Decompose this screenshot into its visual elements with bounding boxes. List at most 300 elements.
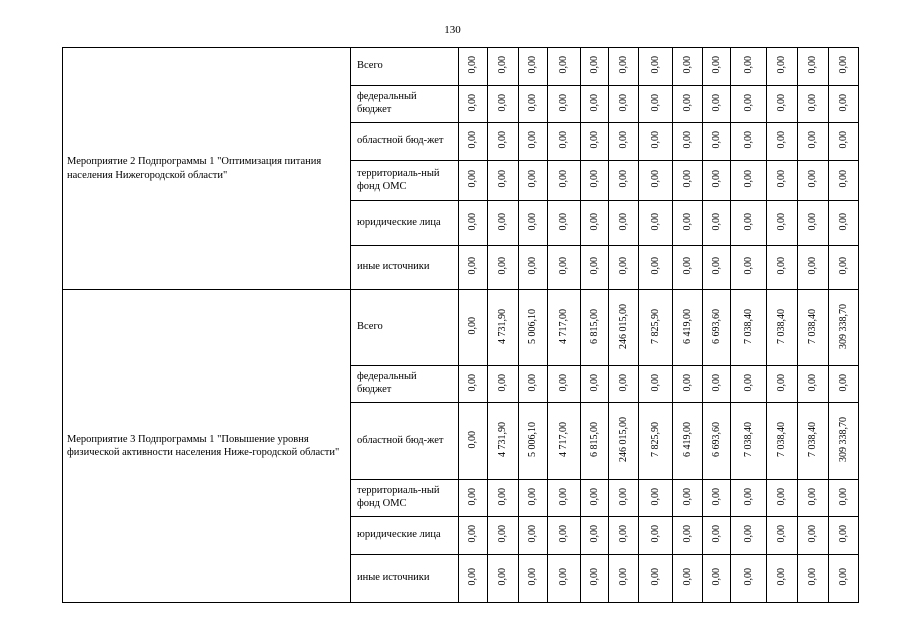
value-cell [703,48,731,86]
value-cell [581,480,609,517]
value-text: 309 338,70 [837,417,849,462]
value-text: 0,00 [710,568,722,586]
value-text: 0,00 [742,257,754,275]
value-cell [459,555,488,603]
page-number: 130 [444,24,461,36]
measure-title: Мероприятие 2 Подпрограммы 1 "Оптимизация питания населения Нижегородской области" [63,48,351,290]
value-cell [581,290,609,366]
value-text: 0,00 [527,93,538,112]
value-text: 0,00 [837,373,849,392]
value-text: 0,00 [776,56,787,74]
value-cell [581,366,609,403]
value-text: 0,00 [710,170,722,188]
value-cell [581,161,609,201]
value-cell [767,403,798,480]
value-cell [703,86,731,123]
value-text: 0,00 [649,93,661,112]
value-text: 0,00 [527,170,538,188]
value-text: 0,00 [497,525,508,543]
value-text: 0,00 [649,487,661,506]
value-text: 0,00 [527,131,538,149]
value-cell [673,123,703,161]
value-cell [731,246,767,290]
value-cell [703,517,731,555]
value-text: 7 038,40 [776,422,787,457]
value-text: 0,00 [776,568,787,586]
table-body [63,48,859,603]
value-text: 0,00 [467,170,478,188]
value-cell [673,201,703,246]
value-text: 0,00 [681,257,693,275]
value-cell [488,555,519,603]
value-cell [609,48,639,86]
value-text: 7 825,90 [649,422,661,457]
value-cell [731,48,767,86]
value-cell [767,246,798,290]
value-text: 0,00 [681,212,693,231]
value-text: 4 731,90 [497,422,508,457]
value-text: 246 015,00 [617,417,629,462]
value-text: 0,00 [558,56,569,74]
value-cell [731,403,767,480]
value-cell [519,403,548,480]
value-cell [609,517,639,555]
value-text: 7 038,40 [807,422,818,457]
value-text: 0,00 [710,212,722,231]
value-text: 0,00 [617,257,629,275]
value-cell [459,517,488,555]
value-text: 0,00 [742,170,754,188]
value-cell [673,290,703,366]
value-text: 0,00 [617,93,629,112]
value-text: 0,00 [588,373,600,392]
value-text: 0,00 [497,131,508,149]
value-cell [703,480,731,517]
value-text: 0,00 [837,131,849,149]
value-cell [609,366,639,403]
value-cell [581,48,609,86]
value-cell [673,366,703,403]
value-cell [639,48,673,86]
funding-source: юридические лица [351,517,459,555]
value-text: 7 038,40 [742,308,754,344]
value-cell [581,201,609,246]
value-cell [829,290,859,366]
value-cell [548,480,581,517]
value-text: 0,00 [558,487,569,506]
value-text: 0,00 [467,131,478,149]
value-cell [459,290,488,366]
value-cell [731,366,767,403]
value-text: 0,00 [681,56,693,74]
value-text: 0,00 [837,568,849,586]
funding-source: территориаль-ный фонд ОМС [351,480,459,517]
value-text: 0,00 [710,93,722,112]
value-text: 0,00 [497,93,508,112]
value-cell [459,246,488,290]
value-text: 0,00 [497,56,508,74]
value-text: 0,00 [497,373,508,392]
value-cell [829,480,859,517]
value-cell [581,246,609,290]
value-text: 0,00 [681,93,693,112]
value-cell [673,480,703,517]
value-text: 4 717,00 [558,422,569,457]
value-cell [459,480,488,517]
value-text: 0,00 [467,212,478,231]
funding-source: Всего [351,290,459,366]
value-text: 0,00 [527,56,538,74]
funding-source: областной бюд-жет [351,403,459,480]
value-cell [488,201,519,246]
value-cell [548,403,581,480]
value-text: 0,00 [617,568,629,586]
value-text: 0,00 [467,373,478,392]
value-text: 0,00 [681,170,693,188]
value-text: 246 015,00 [617,303,629,349]
value-cell [548,246,581,290]
value-cell [673,48,703,86]
value-cell [548,86,581,123]
value-text: 0,00 [497,212,508,231]
value-cell [731,480,767,517]
value-text: 0,00 [617,525,629,543]
value-text: 0,00 [776,373,787,392]
value-text: 0,00 [467,487,478,506]
value-text: 0,00 [681,568,693,586]
value-text: 309 338,70 [837,303,849,349]
value-text: 4 717,00 [558,308,569,344]
value-cell [548,555,581,603]
value-text: 0,00 [742,212,754,231]
value-text: 0,00 [588,525,600,543]
value-cell [639,201,673,246]
value-text: 0,00 [588,93,600,112]
value-cell [703,366,731,403]
value-cell [829,403,859,480]
value-text: 0,00 [649,373,661,392]
funding-source: областной бюд-жет [351,123,459,161]
funding-source: иные источники [351,246,459,290]
value-cell [798,48,829,86]
value-text: 0,00 [742,525,754,543]
value-cell [829,517,859,555]
value-text: 0,00 [807,525,818,543]
value-cell [581,517,609,555]
value-cell [488,366,519,403]
value-cell [767,86,798,123]
value-cell [829,123,859,161]
value-cell [639,480,673,517]
funding-source: юридические лица [351,201,459,246]
value-text: 0,00 [681,487,693,506]
value-text: 0,00 [776,131,787,149]
value-text: 0,00 [776,93,787,112]
value-cell [703,555,731,603]
value-text: 0,00 [742,131,754,149]
value-text: 0,00 [527,568,538,586]
value-cell [609,123,639,161]
value-cell [798,403,829,480]
value-text: 0,00 [467,56,478,74]
value-cell [488,123,519,161]
value-cell [548,161,581,201]
value-cell [548,290,581,366]
value-text: 0,00 [558,212,569,231]
value-cell [519,555,548,603]
value-cell [609,555,639,603]
value-cell [488,290,519,366]
value-text: 0,00 [527,257,538,275]
value-text: 0,00 [776,487,787,506]
value-text: 0,00 [776,212,787,231]
value-text: 6 693,60 [710,308,722,344]
value-text: 0,00 [467,430,478,449]
value-cell [673,403,703,480]
value-text: 0,00 [807,568,818,586]
value-text: 6 419,00 [681,308,693,344]
value-cell [519,480,548,517]
value-cell [639,123,673,161]
value-text: 0,00 [617,56,629,74]
value-text: 7 038,40 [776,308,787,344]
value-text: 0,00 [742,568,754,586]
value-cell [609,403,639,480]
value-cell [829,201,859,246]
value-text: 0,00 [837,56,849,74]
value-text: 0,00 [776,257,787,275]
value-text: 0,00 [617,373,629,392]
value-text: 0,00 [588,257,600,275]
value-text: 0,00 [497,568,508,586]
value-cell [767,555,798,603]
value-cell [459,123,488,161]
value-cell [767,480,798,517]
value-text: 0,00 [742,93,754,112]
value-cell [639,246,673,290]
value-text: 0,00 [558,257,569,275]
value-text: 0,00 [807,373,818,392]
value-cell [703,403,731,480]
value-text: 0,00 [497,257,508,275]
value-text: 0,00 [588,212,600,231]
value-text: 0,00 [742,56,754,74]
value-text: 0,00 [467,317,478,335]
value-cell [673,555,703,603]
value-cell [459,366,488,403]
value-text: 0,00 [588,487,600,506]
value-cell [581,123,609,161]
value-cell [609,161,639,201]
budget-table [62,47,859,603]
funding-source: иные источники [351,555,459,603]
value-text: 0,00 [649,212,661,231]
value-cell [829,48,859,86]
table-row [63,290,859,366]
value-cell [581,403,609,480]
value-cell [488,480,519,517]
value-text: 0,00 [807,131,818,149]
value-text: 0,00 [558,93,569,112]
value-cell [519,86,548,123]
value-text: 0,00 [649,131,661,149]
value-cell [731,201,767,246]
value-cell [798,161,829,201]
value-cell [639,86,673,123]
value-cell [798,517,829,555]
value-cell [459,86,488,123]
value-cell [459,201,488,246]
value-cell [548,123,581,161]
value-text: 0,00 [497,487,508,506]
value-cell [829,161,859,201]
value-cell [829,555,859,603]
value-text: 0,00 [807,170,818,188]
value-cell [488,246,519,290]
value-text: 0,00 [558,131,569,149]
value-text: 7 038,40 [742,422,754,457]
value-cell [639,161,673,201]
value-cell [798,86,829,123]
value-text: 0,00 [710,56,722,74]
value-cell [798,246,829,290]
value-cell [548,201,581,246]
value-cell [639,403,673,480]
value-text: 0,00 [837,525,849,543]
value-cell [519,290,548,366]
value-cell [703,161,731,201]
value-cell [798,480,829,517]
value-text: 0,00 [588,170,600,188]
value-cell [767,290,798,366]
value-text: 0,00 [710,525,722,543]
value-text: 0,00 [558,525,569,543]
value-cell [459,403,488,480]
value-text: 6 815,00 [588,308,600,344]
value-cell [519,48,548,86]
value-text: 0,00 [527,525,538,543]
value-cell [459,161,488,201]
value-cell [829,246,859,290]
value-text: 4 731,90 [497,308,508,344]
value-text: 0,00 [837,487,849,506]
value-cell [673,246,703,290]
value-cell [548,366,581,403]
value-cell [519,517,548,555]
value-text: 0,00 [467,257,478,275]
value-text: 0,00 [681,525,693,543]
value-cell [673,161,703,201]
value-cell [581,555,609,603]
value-cell [798,123,829,161]
value-text: 0,00 [588,568,600,586]
value-text: 0,00 [527,487,538,506]
value-cell [609,86,639,123]
value-cell [488,161,519,201]
value-text: 0,00 [558,568,569,586]
value-cell [459,48,488,86]
value-cell [798,290,829,366]
funding-source: Всего [351,48,459,86]
value-text: 0,00 [527,373,538,392]
value-text: 0,00 [807,487,818,506]
value-cell [798,366,829,403]
value-text: 0,00 [807,56,818,74]
value-cell [767,161,798,201]
value-text: 0,00 [837,257,849,275]
value-text: 0,00 [649,170,661,188]
value-text: 6 419,00 [681,422,693,457]
value-cell [731,161,767,201]
value-text: 0,00 [617,487,629,506]
value-cell [609,201,639,246]
value-cell [731,86,767,123]
value-text: 6 815,00 [588,422,600,457]
value-cell [639,290,673,366]
value-text: 0,00 [742,373,754,392]
value-cell [731,517,767,555]
value-text: 0,00 [807,93,818,112]
value-text: 0,00 [497,170,508,188]
value-text: 0,00 [649,257,661,275]
value-cell [798,555,829,603]
table-row [63,48,859,86]
value-cell [581,86,609,123]
value-cell [798,201,829,246]
value-cell [639,555,673,603]
value-cell [767,123,798,161]
value-text: 0,00 [710,373,722,392]
value-text: 0,00 [807,212,818,231]
value-cell [767,517,798,555]
value-text: 0,00 [617,212,629,231]
value-text: 0,00 [837,93,849,112]
value-text: 7 825,90 [649,308,661,344]
value-cell [731,290,767,366]
value-text: 0,00 [681,373,693,392]
value-text: 0,00 [467,568,478,586]
value-text: 0,00 [837,212,849,231]
value-text: 0,00 [776,170,787,188]
value-text: 0,00 [710,257,722,275]
value-cell [703,290,731,366]
value-cell [639,366,673,403]
value-text: 7 038,40 [807,308,818,344]
value-text: 0,00 [617,170,629,188]
value-cell [609,246,639,290]
value-cell [609,480,639,517]
value-cell [767,201,798,246]
value-cell [703,201,731,246]
measure-title: Мероприятие 3 Подпрограммы 1 "Повышение уровня физической активности населения Ниже-городской области" [63,290,351,603]
value-cell [519,201,548,246]
value-text: 0,00 [558,373,569,392]
value-cell [829,366,859,403]
value-cell [829,86,859,123]
value-text: 0,00 [710,131,722,149]
value-text: 0,00 [617,131,629,149]
value-text: 0,00 [649,568,661,586]
value-cell [519,246,548,290]
value-cell [488,86,519,123]
value-cell [767,366,798,403]
value-cell [639,517,673,555]
value-text: 0,00 [649,56,661,74]
value-text: 0,00 [710,487,722,506]
value-text: 0,00 [467,93,478,112]
value-text: 5 006,10 [527,422,538,457]
value-text: 0,00 [742,487,754,506]
